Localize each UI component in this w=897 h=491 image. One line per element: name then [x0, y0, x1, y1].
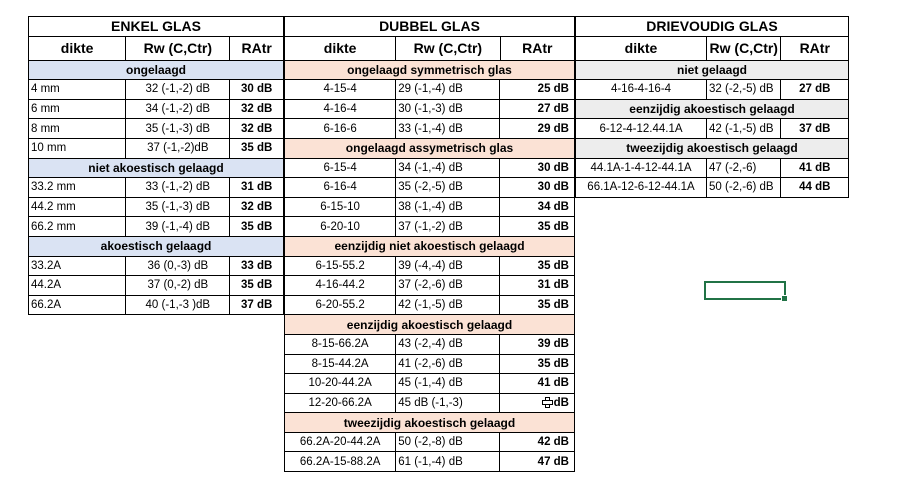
cell-dikte[interactable]: 33.2A: [31, 259, 62, 272]
cell-dikte[interactable]: 6-20-10: [320, 220, 360, 233]
section-header-row: [576, 60, 848, 80]
section-header-row: [285, 236, 574, 256]
table-row: [576, 158, 848, 178]
cell-rw[interactable]: 47 (-2,-6): [706, 159, 780, 178]
column-header-row: [576, 36, 848, 60]
cell-ratr[interactable]: 35 dB: [499, 257, 574, 276]
table-row: [285, 334, 574, 354]
section-header-row: [29, 236, 283, 256]
table-row: [285, 393, 574, 413]
cell-ratr[interactable]: 27 dB: [780, 80, 848, 99]
cell-ratr[interactable]: 35 dB: [229, 217, 283, 236]
cell-dikte[interactable]: 6-20-55.2: [315, 299, 365, 312]
cell-rw[interactable]: 40 (-1,-3 )dB: [125, 296, 229, 315]
cell-ratr[interactable]: 32 dB: [229, 198, 283, 217]
section-header-row: [285, 60, 574, 80]
table-row: [285, 432, 574, 452]
cell-ratr[interactable]: 31 dB: [499, 276, 574, 295]
cell-dikte[interactable]: 6 mm: [31, 103, 60, 116]
cell-dikte[interactable]: 6-16-6: [323, 122, 357, 135]
cell-dikte[interactable]: 4-16-44.2: [315, 279, 365, 292]
section-title[interactable]: eenzijdig niet akoestisch gelaagd: [285, 237, 574, 256]
table-row: [29, 216, 283, 236]
section-header-row: [285, 138, 574, 158]
cell-dikte[interactable]: 4-15-4: [323, 83, 357, 96]
table-row: [576, 118, 848, 138]
table-row: [29, 99, 283, 119]
cell-ratr[interactable]: 30 dB: [499, 159, 574, 178]
cell-dikte[interactable]: 8-15-66.2A: [311, 338, 369, 351]
section-title[interactable]: tweezijdig akoestisch gelaagd: [285, 413, 574, 432]
cell-rw[interactable]: 39 (-1,-4) dB: [125, 217, 229, 236]
table-row: [29, 138, 283, 158]
cell-dikte[interactable]: 8 mm: [31, 122, 60, 135]
section-title[interactable]: niet gelaagd: [576, 61, 848, 80]
cell-dikte[interactable]: 6-12-4-12.44.1A: [599, 122, 683, 135]
cell-ratr[interactable]: 35 dB: [499, 217, 574, 236]
section-header-row: [285, 314, 574, 334]
cell-dikte[interactable]: 4 mm: [31, 83, 60, 96]
cell-rw[interactable]: 33 (-1,-2) dB: [125, 178, 229, 197]
cross-cursor-icon: [542, 397, 553, 408]
table-dubbel-glas: [284, 16, 575, 472]
column-header-dikte[interactable]: dikte: [323, 40, 357, 57]
table-title[interactable]: DUBBEL GLAS: [379, 18, 480, 35]
table-row: [29, 197, 283, 217]
cell-ratr[interactable]: 33 dB: [229, 257, 283, 276]
table-title[interactable]: DRIEVOUDIG GLAS: [646, 18, 778, 35]
table-row: [285, 256, 574, 276]
column-header-row: [285, 36, 574, 60]
cell-dikte[interactable]: 4-16-4-16-4: [610, 83, 672, 96]
table-row: [285, 275, 574, 295]
cell-rw[interactable]: 33 (-1,-4) dB: [395, 119, 499, 138]
table-title-row: [576, 16, 848, 36]
cell-rw[interactable]: 38 (-1,-4) dB: [395, 198, 499, 217]
table-row: [576, 79, 848, 99]
table-row: [29, 275, 283, 295]
cell-rw[interactable]: 35 (-2,-5) dB: [395, 178, 499, 197]
cell-ratr[interactable]: 27 dB: [499, 100, 574, 119]
cell-rw[interactable]: 37 (-1,-2)dB: [125, 139, 229, 158]
cell-rw[interactable]: 29 (-1,-4) dB: [395, 80, 499, 99]
cell-ratr[interactable]: 29 dB: [499, 119, 574, 138]
cell-dikte[interactable]: 6-15-4: [323, 161, 357, 174]
section-title[interactable]: ongelaagd symmetrisch glas: [285, 61, 574, 80]
cell-ratr[interactable]: 37 dB: [780, 119, 848, 138]
section-title[interactable]: ongelaagd: [29, 61, 283, 80]
cell-ratr[interactable]: 37 dB: [229, 296, 283, 315]
section-header-row: [29, 158, 283, 178]
section-header-row: [576, 138, 848, 158]
cell-ratr[interactable]: 35 dB: [229, 139, 283, 158]
cell-ratr[interactable]: 35 dB: [499, 355, 574, 374]
cell-rw[interactable]: 37 (-2,-6) dB: [395, 276, 499, 295]
cell-rw[interactable]: 34 (-1,-4) dB: [395, 159, 499, 178]
cell-ratr[interactable]: 41 dB: [499, 374, 574, 393]
cell-dikte[interactable]: 6-16-4: [323, 181, 357, 194]
cell-dikte[interactable]: 6-15-10: [320, 201, 360, 214]
cell-dikte[interactable]: 6-15-55.2: [315, 259, 365, 272]
cell-rw[interactable]: 37 (-1,-2) dB: [395, 217, 499, 236]
cell-ratr-value: dB: [553, 396, 569, 409]
cell-dikte[interactable]: 44.2A: [31, 279, 62, 292]
table-row: [285, 99, 574, 119]
cell-rw[interactable]: 35 (-1,-3) dB: [125, 198, 229, 217]
cell-rw[interactable]: 50 (-2,-6) dB: [706, 178, 780, 197]
cell-rw[interactable]: 42 (-1,-5) dB: [706, 119, 780, 138]
fill-handle[interactable]: [781, 295, 788, 302]
section-title[interactable]: akoestisch gelaagd: [29, 237, 283, 256]
cell-dikte[interactable]: 66.1A-12-6-12-44.1A: [587, 181, 695, 194]
table-row: [285, 451, 574, 471]
cell-rw[interactable]: 61 (-1,-4) dB: [395, 452, 499, 471]
table-row: [285, 197, 574, 217]
cell-dikte[interactable]: 66.2A-15-88.2A: [299, 455, 381, 468]
cell-ratr[interactable]: 35 dB: [229, 276, 283, 295]
cell-dikte[interactable]: 4-16-4: [323, 103, 357, 116]
table-row: [29, 79, 283, 99]
cell-rw[interactable]: 45 (-1,-4) dB: [395, 374, 499, 393]
table-row: [285, 158, 574, 178]
cell-rw[interactable]: 30 (-1,-3) dB: [395, 100, 499, 119]
table-row: [576, 177, 848, 197]
table-row: [29, 177, 283, 197]
column-header-dikte[interactable]: dikte: [60, 40, 94, 57]
section-header-row: [285, 412, 574, 432]
column-header-rw[interactable]: Rw (C,Ctr): [395, 37, 499, 60]
cell-ratr[interactable]: 47 dB: [499, 452, 574, 471]
section-title[interactable]: ongelaagd assymetrisch glas: [285, 139, 574, 158]
column-header-ratr[interactable]: RAtr: [500, 37, 575, 60]
cell-rw[interactable]: 45 dB (-1,-3): [395, 394, 499, 413]
cell-rw[interactable]: 32 (-2,-5) dB: [706, 80, 780, 99]
cell-ratr[interactable]: 39 dB: [499, 335, 574, 354]
cell-dikte[interactable]: 10 mm: [31, 142, 67, 155]
cell-ratr[interactable]: 31 dB: [229, 178, 283, 197]
section-header-row: [576, 99, 848, 119]
cell-dikte[interactable]: 44.1A-1-4-12-44.1A: [590, 161, 692, 174]
column-header-dikte[interactable]: dikte: [624, 40, 658, 57]
cell-ratr[interactable]: 41 dB: [780, 159, 848, 178]
table-row: [285, 373, 574, 393]
section-title[interactable]: tweezijdig akoestisch gelaagd: [576, 139, 848, 158]
cell-ratr[interactable]: 25 dB: [499, 80, 574, 99]
table-row: [285, 79, 574, 99]
cell-dikte[interactable]: 8-15-44.2A: [311, 357, 369, 370]
table-row: [285, 295, 574, 315]
section-title[interactable]: eenzijdig akoestisch gelaagd: [576, 100, 848, 119]
section-header-row: [29, 60, 283, 80]
cell-ratr[interactable]: 44 dB: [780, 178, 848, 197]
cell-dikte[interactable]: 66.2 mm: [31, 220, 76, 233]
table-title[interactable]: ENKEL GLAS: [111, 18, 201, 35]
cell-dikte[interactable]: 12-20-66.2A: [308, 396, 372, 409]
section-title[interactable]: eenzijdig akoestisch gelaagd: [285, 315, 574, 334]
cell-rw[interactable]: 35 (-1,-3) dB: [125, 119, 229, 138]
table-row: [29, 118, 283, 138]
cell-dikte[interactable]: 44.2 mm: [31, 201, 76, 214]
table-row: [285, 118, 574, 138]
column-header-row: [29, 36, 283, 60]
table-title-row: [285, 16, 574, 36]
table-row: [285, 354, 574, 374]
table-drievoudig-glas: [575, 16, 849, 198]
cell-ratr[interactable]: 32 dB: [229, 119, 283, 138]
table-row: [29, 295, 283, 315]
column-header-rw[interactable]: Rw (C,Ctr): [125, 37, 229, 60]
cell-rw[interactable]: 50 (-2,-8) dB: [395, 433, 499, 452]
table-row: [285, 177, 574, 197]
cell-rw[interactable]: 32 (-1,-2) dB: [125, 80, 229, 99]
cell-ratr[interactable]: 35 dB: [499, 296, 574, 315]
cell-ratr[interactable]: 32 dB: [229, 100, 283, 119]
cell-ratr[interactable]: 30 dB: [229, 80, 283, 99]
column-header-ratr[interactable]: RAtr: [780, 37, 848, 60]
cell-rw[interactable]: 43 (-2,-4) dB: [395, 335, 499, 354]
cell-ratr[interactable]: 34 dB: [499, 198, 574, 217]
table-row: [285, 216, 574, 236]
cell-dikte[interactable]: 33.2 mm: [31, 181, 76, 194]
cell-ratr[interactable]: 42 dB: [499, 433, 574, 452]
column-header-ratr[interactable]: RAtr: [229, 37, 283, 60]
cell-ratr[interactable]: 30 dB: [499, 178, 574, 197]
selected-cell[interactable]: [704, 281, 786, 300]
table-enkel-glas: [28, 16, 284, 315]
cell-dikte[interactable]: 66.2A: [31, 299, 62, 312]
table-title-row: [29, 16, 283, 36]
section-title[interactable]: niet akoestisch gelaagd: [29, 159, 283, 178]
cell-dikte[interactable]: 66.2A-20-44.2A: [299, 436, 381, 449]
cell-rw[interactable]: 39 (-4,-4) dB: [395, 257, 499, 276]
cell-rw[interactable]: 37 (0,-2) dB: [125, 276, 229, 295]
table-row: [29, 256, 283, 276]
cell-rw[interactable]: 41 (-2,-6) dB: [395, 355, 499, 374]
column-header-rw[interactable]: Rw (C,Ctr): [706, 37, 780, 60]
cell-rw[interactable]: 42 (-1,-5) dB: [395, 296, 499, 315]
cell-rw[interactable]: 36 (0,-3) dB: [125, 257, 229, 276]
cell-dikte[interactable]: 10-20-44.2A: [308, 377, 372, 390]
cell-rw[interactable]: 34 (-1,-2) dB: [125, 100, 229, 119]
cell-ratr[interactable]: [499, 394, 574, 413]
